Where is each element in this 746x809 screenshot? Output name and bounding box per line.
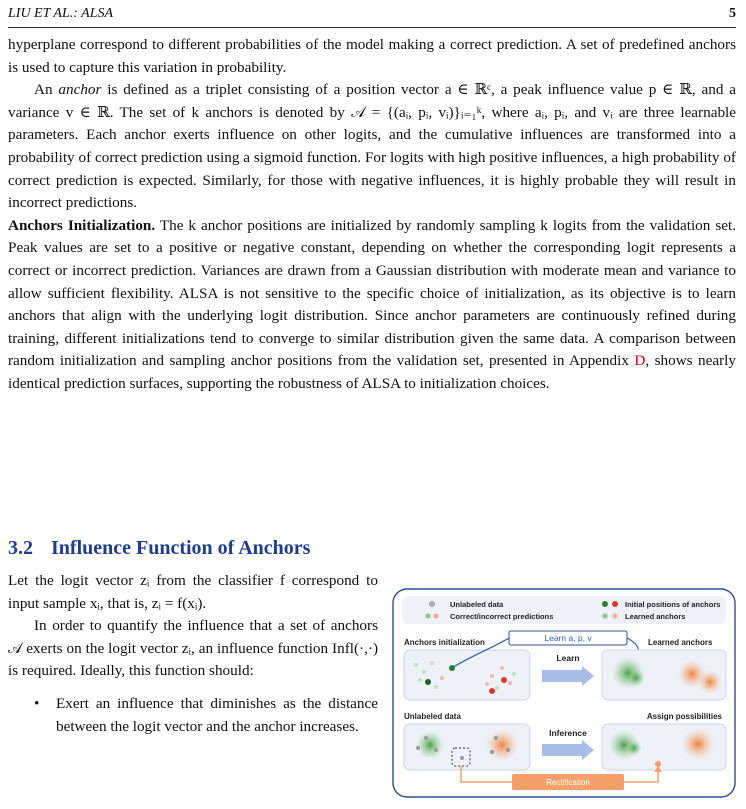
anchor-term: anchor (58, 81, 102, 99)
assign-possibilities-label: Assign possibilities (646, 712, 722, 721)
section-heading (8, 537, 310, 560)
legend-learned-text: Learned anchors (625, 612, 686, 621)
legend-initial-text: Initial positions of anchors (625, 600, 721, 609)
paragraph-3 (8, 215, 736, 396)
para2-rest: is defined as a triplet consisting of a position vector a ∈ ℝᶜ, a peak influence value p ∈ ℝ, and a variance v ∈ ℝ. The set of k anchors is denoted by 𝒜 = {(aᵢ, pᵢ, vᵢ)}ᵢ₌₁ᵏ, where aᵢ, pᵢ, and vᵢ are three learnable parameters. Each anchor exerts influence on other logits, and the cumulative influences are transformed into a probability of correct prediction using a sigmoid function. For logits with high positive influences, a high probability of correct prediction is expected. Similarly, for those with negative influences, it is highly probable they will result in incorrect predictions. (8, 81, 736, 212)
header-rule (8, 27, 736, 28)
legend-unlabeled-text: Unlabeled data (450, 600, 504, 609)
rectification-text: Rectification (546, 778, 590, 787)
legend-learned-green (601, 612, 609, 620)
page-number: 5 (729, 6, 736, 21)
alsa-figure (392, 588, 736, 798)
para3-text-b: , shows nearly identical prediction surfaces, supporting the robustness of ALSA to initialization choices. (8, 352, 736, 392)
left-paragraph-2: In order to quantify the influence that a set of anchors 𝒜 exerts on the logit vector zᵢ, an influence function Infl(·,·) is required. Ideally, this function should: (8, 617, 378, 680)
running-head: LIU ET AL.: ALSA (8, 6, 114, 21)
appendix-link[interactable]: D (634, 352, 646, 370)
anchors-init-heading: Anchors Initialization. (8, 216, 156, 234)
paragraph-2 (8, 79, 736, 215)
bullet-symbol: • (34, 694, 40, 712)
body-text (8, 34, 736, 396)
page-header (8, 4, 736, 24)
legend-unlabeled-marker (429, 601, 435, 607)
left-paragraph-1: Let the logit vector zᵢ from the classifier f correspond to input sample xᵢ, that is, zᵢ = f(xᵢ). (8, 572, 378, 612)
legend-initial-red (612, 601, 618, 607)
section-title: Influence Function of Anchors (51, 537, 311, 559)
legend-learned-orange (611, 612, 619, 620)
para3-text-a: The k anchor positions are initialized by randomly sampling k logits from the validation set. Peak values are set to a positive or negative constant, depending on whether the corresponding logit represents a correct or incorrect prediction. Variances are drawn from a Gaussian distribution with moderate mean and variance to allow sufficient flexibility. ALSA is not sensitive to the specific choice of initialization, as its objective is to learn anchors that align with the underlying logit distribution. Since anchor parameters are continuously refined during training, different initializations tend to converge to similar distribution given the same data. A comparison between random initialization and sampling anchor positions from the validation set, presented in Appendix (8, 216, 736, 370)
learned-anchors-label: Learned anchors (648, 638, 713, 647)
section-number: 3.2 (8, 537, 33, 559)
learn-label: Learn (556, 653, 580, 663)
left-column (8, 570, 378, 738)
anchors-init-label: Anchors initialization (404, 638, 485, 647)
legend-initial-green (602, 601, 608, 607)
para2-lead: An (34, 81, 59, 99)
legend-incorrect-marker (434, 614, 439, 619)
legend-correct-text: Correct/incorrect predictions (450, 612, 554, 621)
inference-label: Inference (549, 728, 587, 738)
bullet-text: Exert an influence that diminishes as the distance between the logit vector and the anchor increases. (56, 694, 378, 735)
panel-anchors-init (404, 650, 530, 700)
paragraph-1: hyperplane correspond to different probabilities of the model making a correct prediction. A set of predefined anchors is used to capture this variation in probability. (8, 36, 736, 76)
unlabeled-data-label: Unlabeled data (404, 712, 461, 721)
learn-params-text: Learn a, p, v (544, 633, 592, 643)
bullet-item-1 (8, 693, 378, 738)
figure-diagram (392, 588, 736, 798)
legend-correct-marker (426, 614, 431, 619)
